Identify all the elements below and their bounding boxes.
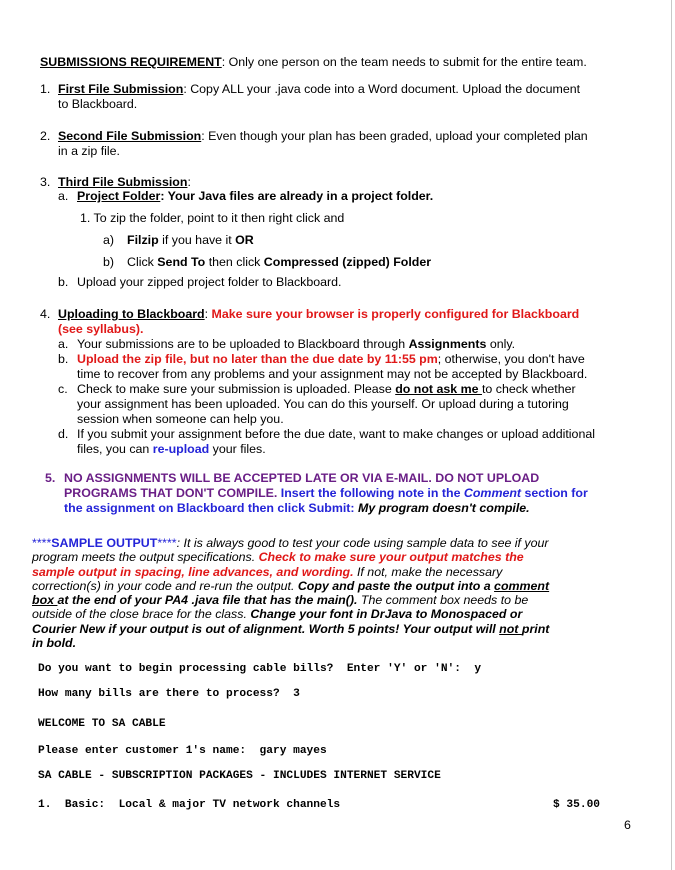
sample-text-7b: print xyxy=(521,621,550,636)
output-line-1: Do you want to begin processing cable bills? Enter 'Y' or 'N': y xyxy=(38,663,482,675)
sample-text-2a: program meets the output specifications. xyxy=(32,550,259,565)
item-2-number: 2. xyxy=(40,129,51,143)
sample-colon: : xyxy=(176,536,181,550)
send-to-label: Send To xyxy=(157,255,206,269)
item-1-line xyxy=(58,82,580,97)
sub-b-pre: Click xyxy=(127,255,158,269)
requirement-text: Only one person on the team needs to submit for the entire team. xyxy=(225,55,587,69)
item-3-step1: 1. To zip the folder, point to it then right click and xyxy=(80,211,345,225)
item-4-colon: : xyxy=(204,307,209,321)
assignments-label: Assignments xyxy=(408,337,487,351)
item-5-purple2: PROGRAMS THAT DON'T COMPILE. xyxy=(64,486,281,500)
item-3-colon: : xyxy=(187,175,191,189)
sample-text-6b: Change your font in DrJava to Monospaced or xyxy=(250,607,523,622)
requirement-colon: : xyxy=(221,55,226,69)
item-4-line xyxy=(58,307,579,322)
sample-l6 xyxy=(32,607,632,621)
item-5-line3 xyxy=(64,501,530,516)
item-4d-text1: If you submit your assignment before the due date, want to make changes or upload additional xyxy=(77,427,595,441)
item-2-text2: in a zip file. xyxy=(58,144,120,158)
sample-text-7a: Courier New if your output is out of alignment. Worth 5 points! Your output will xyxy=(32,621,500,636)
output-line-2: How many bills are there to process? 3 xyxy=(38,688,300,700)
stars-right: **** xyxy=(157,536,177,550)
sample-text-4b: Copy and paste the output into a xyxy=(297,578,495,593)
output-line-6-price: $ 35.00 xyxy=(553,799,600,811)
item-1-label: First File Submission xyxy=(58,82,184,96)
sub-b-mid: then click xyxy=(205,255,264,269)
do-not-ask-me: do not ask me xyxy=(395,382,482,396)
item-4a-text1: Your submissions are to be uploaded to Blackboard through xyxy=(77,337,409,351)
sample-text-6a: outside of the close brace for the class. xyxy=(32,607,251,622)
item-4c-text1: Check to make sure your submission is uploaded. Please xyxy=(77,382,396,396)
item-3a-line xyxy=(77,189,433,204)
item-3a-text: : Your Java files are already in a project folder. xyxy=(160,189,434,203)
sample-l5 xyxy=(32,593,632,607)
sample-output-paragraph xyxy=(32,536,632,650)
item-2-label: Second File Submission xyxy=(58,129,202,143)
item-3a-letter: a. xyxy=(58,189,69,203)
sample-text-2b: Check to make sure your output matches the xyxy=(258,550,524,565)
output-line-3: WELCOME TO SA CABLE xyxy=(38,718,166,730)
page-edge-line xyxy=(671,0,672,870)
compressed-folder-label: Compressed (zipped) Folder xyxy=(263,255,432,269)
sample-l4 xyxy=(32,579,632,593)
item-4d-line2 xyxy=(77,442,266,457)
item-3-sub-a-letter: a) xyxy=(103,233,115,247)
item-5-blue2c: section for xyxy=(521,486,588,500)
item-4b-red: Upload the zip file, but no later than the due date by 11:55 pm xyxy=(77,352,438,366)
item-4c xyxy=(77,382,576,397)
sample-text-5a: box xyxy=(32,593,58,608)
item-3-number: 3. xyxy=(40,175,51,189)
item-4a-letter: a. xyxy=(58,337,69,351)
item-4b-text1: ; otherwise, you don't have xyxy=(437,352,585,366)
item-4b-text2: time to recover from any problems and your assignment may not be accepted by Blackboard. xyxy=(77,367,588,381)
item-2-colon: : xyxy=(201,129,205,143)
item-4-label: Uploading to Blackboard xyxy=(58,307,205,321)
requirement-heading: SUBMISSIONS REQUIREMENT xyxy=(40,55,222,69)
item-3-sub-b-letter: b) xyxy=(103,255,115,269)
stars-left: **** xyxy=(32,536,52,550)
item-4d-letter: d. xyxy=(58,427,69,441)
item-5-line2 xyxy=(64,486,588,501)
item-3b-text: Upload your zipped project folder to Blackboard. xyxy=(77,275,342,289)
item-3-label: Third File Submission xyxy=(58,175,188,189)
item-4d-text3: your files. xyxy=(209,442,266,456)
comment-label: Comment xyxy=(463,486,522,500)
output-line-5: SA CABLE - SUBSCRIPTION PACKAGES - INCLUDES INTERNET SERVICE xyxy=(38,770,441,782)
sample-text-5c: .java file that has the main(). xyxy=(191,593,358,608)
item-4c-text2: to check whether xyxy=(481,382,576,396)
item-5-purple1: NO ASSIGNMENTS WILL BE ACCEPTED LATE OR VIA E-MAIL. DO NOT UPLOAD xyxy=(64,471,540,485)
page-number: 6 xyxy=(624,818,631,832)
item-4-red1: Make sure your browser is properly configured for Blackboard xyxy=(208,307,580,321)
output-line-6-desc: 1. Basic: Local & major TV network channels xyxy=(38,799,341,811)
submissions-requirement xyxy=(40,55,587,70)
item-1-colon: : xyxy=(183,82,187,96)
sample-text-5d: The comment box needs to be xyxy=(357,593,529,608)
sample-text-4c: comment xyxy=(494,578,550,593)
item-2-line xyxy=(58,129,588,144)
re-upload-label: re-upload xyxy=(152,442,210,456)
item-1-text2: to Blackboard. xyxy=(58,97,138,111)
item-5-number: 5. xyxy=(45,471,56,485)
sample-l1 xyxy=(32,536,632,550)
sample-l8: in bold. xyxy=(32,636,77,651)
item-1-number: 1. xyxy=(40,82,51,96)
or-label: OR xyxy=(235,233,254,247)
item-4c-text3: your assignment has been uploaded. You can do this yourself. Or upload during a tutoring xyxy=(77,397,569,411)
sample-text-3a: sample output in spacing, line advances, and wording. xyxy=(32,564,354,579)
filzip-label: Filzip xyxy=(127,233,159,247)
sub-a-mid: if you have it xyxy=(158,233,236,247)
item-5-blue2a: Insert the following note in the xyxy=(280,486,464,500)
item-4a xyxy=(77,337,515,352)
item-4-number: 4. xyxy=(40,307,51,321)
item-4c-letter: c. xyxy=(58,382,68,396)
sample-l7 xyxy=(32,622,632,636)
item-2-text1: Even though your plan has been graded, upload your completed plan xyxy=(204,129,588,143)
item-3-sub-a xyxy=(127,233,254,248)
sample-text-5b: at the end of your PA4 xyxy=(57,593,192,608)
item-3a-label: Project Folder xyxy=(77,189,161,203)
sample-text-7u: not xyxy=(499,621,522,636)
sample-l3 xyxy=(32,565,632,579)
item-3-sub-b xyxy=(127,255,431,270)
item-5-blue3: the assignment on Blackboard then click Submit: xyxy=(64,501,358,515)
sample-output-title: SAMPLE OUTPUT xyxy=(51,536,158,550)
item-4a-text2: only. xyxy=(486,337,516,351)
sample-text-3b: If not, make the necessary xyxy=(353,564,503,579)
item-3-line xyxy=(58,175,191,190)
sample-text-1: It is always good to test your code using sample data to see if your xyxy=(180,536,549,550)
item-1-text1: Copy ALL your .java code into a Word document. Upload the document xyxy=(186,82,581,96)
item-3b-letter: b. xyxy=(58,275,69,289)
output-line-4: Please enter customer 1's name: gary mayes xyxy=(38,745,327,757)
item-4d-text2: files, you can xyxy=(77,442,153,456)
item-4b-letter: b. xyxy=(58,352,69,366)
sample-text-4a: correction(s) in your code and re-run the output. xyxy=(32,578,298,593)
item-4c-text4: session when someone can help you. xyxy=(77,412,284,426)
item-5-black3: My program doesn't compile. xyxy=(358,501,530,515)
sample-l2 xyxy=(32,550,632,564)
item-4b xyxy=(77,352,585,367)
item-4-red2: (see syllabus). xyxy=(58,322,144,336)
